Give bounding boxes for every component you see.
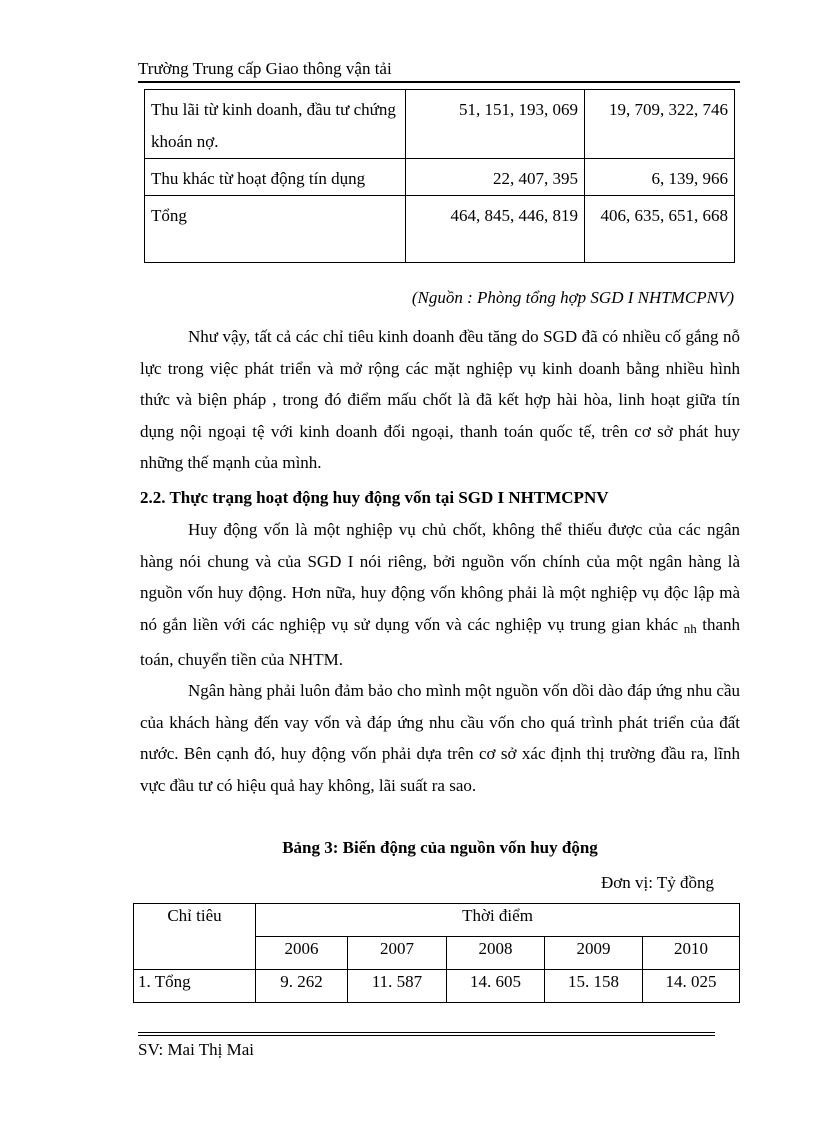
footer-rule [138,1035,715,1036]
cell-value: 406, 635, 651, 668 [585,196,735,263]
revenue-table [144,89,735,263]
cell-value: 9. 262 [256,970,348,1003]
cell-value: 6, 139, 966 [585,159,735,196]
cell-value: 15. 158 [545,970,643,1003]
cell-value: 14. 025 [643,970,740,1003]
table-unit: Đơn vị: Tỷ đồng [600,873,714,892]
table-header-row [134,904,740,937]
row-label: Thu lãi từ kinh doanh, đầu tư chứng khoán nợ. [145,90,406,159]
paragraph: Như vậy, tất cả các chỉ tiêu kinh doanh đều tăng do SGD đã có nhiều cố gắng nỗ lực trong việc phát triển và mở rộng các mặt nghiệp vụ kinh doanh bằng nhiều hình thức và biện pháp , trong đó điểm mấu chốt là đã kết hợp hài hòa, linh hoạt giữa tín dụng nội ngoại tệ với kinh doanh đối ngoại, thanh toán quốc tế, trên cơ sở phát huy những thế mạnh của mình. [140,327,740,472]
column-group-header: Thời điểm [256,904,740,937]
table-row [145,196,735,263]
cell-value: 11. 587 [348,970,447,1003]
table-source: (Nguồn : Phòng tổng hợp SGD I NHTMCPNV) [411,288,734,307]
cell-value: 19, 709, 322, 746 [585,90,735,159]
year-header: 2008 [447,937,545,970]
section-heading: 2.2. Thực trạng hoạt động huy động vốn tại SGD I NHTMCPNV [140,488,609,507]
column-header: Chỉ tiêu [134,904,256,970]
page-footer: SV: Mai Thị Mai [138,1040,255,1059]
paragraph-text: Huy động vốn là một nghiệp vụ chủ chốt, không thể thiếu được của các ngân hàng nói chung và của SGD I nói riêng, bởi nguồn vốn chính của một ngân hàng là nguồn vốn huy động. Hơn nữa, huy động vốn không phải là một nghiệp vụ độc lập mà nó gắn liền với các nghiệp vụ sử dụng vốn và các nghiệp vụ trung gian khác [140,520,740,634]
paragraph [140,514,740,676]
cell-value: 464, 845, 446, 819 [406,196,585,263]
table-row [145,90,735,159]
page-header: Trường Trung cấp Giao thông vận tải [138,59,392,78]
year-header: 2009 [545,937,643,970]
row-label: Tổng [145,196,406,263]
table-caption: Bảng 3: Biến động của nguồn vốn huy động [282,838,598,857]
subscript-text: nh [683,620,697,636]
table-row [134,970,740,1003]
cell-value: 14. 605 [447,970,545,1003]
footer-rule [138,1032,715,1033]
row-label: Thu khác từ hoạt động tín dụng [145,159,406,196]
cell-value: 22, 407, 395 [406,159,585,196]
cell-value: 51, 151, 193, 069 [406,90,585,159]
year-header: 2010 [643,937,740,970]
paragraph: Ngân hàng phải luôn đảm bảo cho mình một nguồn vốn dồi dào đáp ứng nhu cầu của khách hàng đến vay vốn và đáp ứng nhu cầu vốn cho quá trình phát triển của đất nước. Bên cạnh đó, huy động vốn phải dựa trên cơ sở xác định thị trường đầu ra, lĩnh vực đầu tư có hiệu quả hay không, lãi suất ra sao. [140,681,740,795]
paragraph-text: thanh toán, chuyển tiền của NHTM. [140,614,740,669]
row-label: 1. Tổng [134,970,256,1003]
header-rule [138,81,740,83]
table-row [145,159,735,196]
year-header: 2006 [256,937,348,970]
capital-table [133,903,740,1003]
year-header: 2007 [348,937,447,970]
